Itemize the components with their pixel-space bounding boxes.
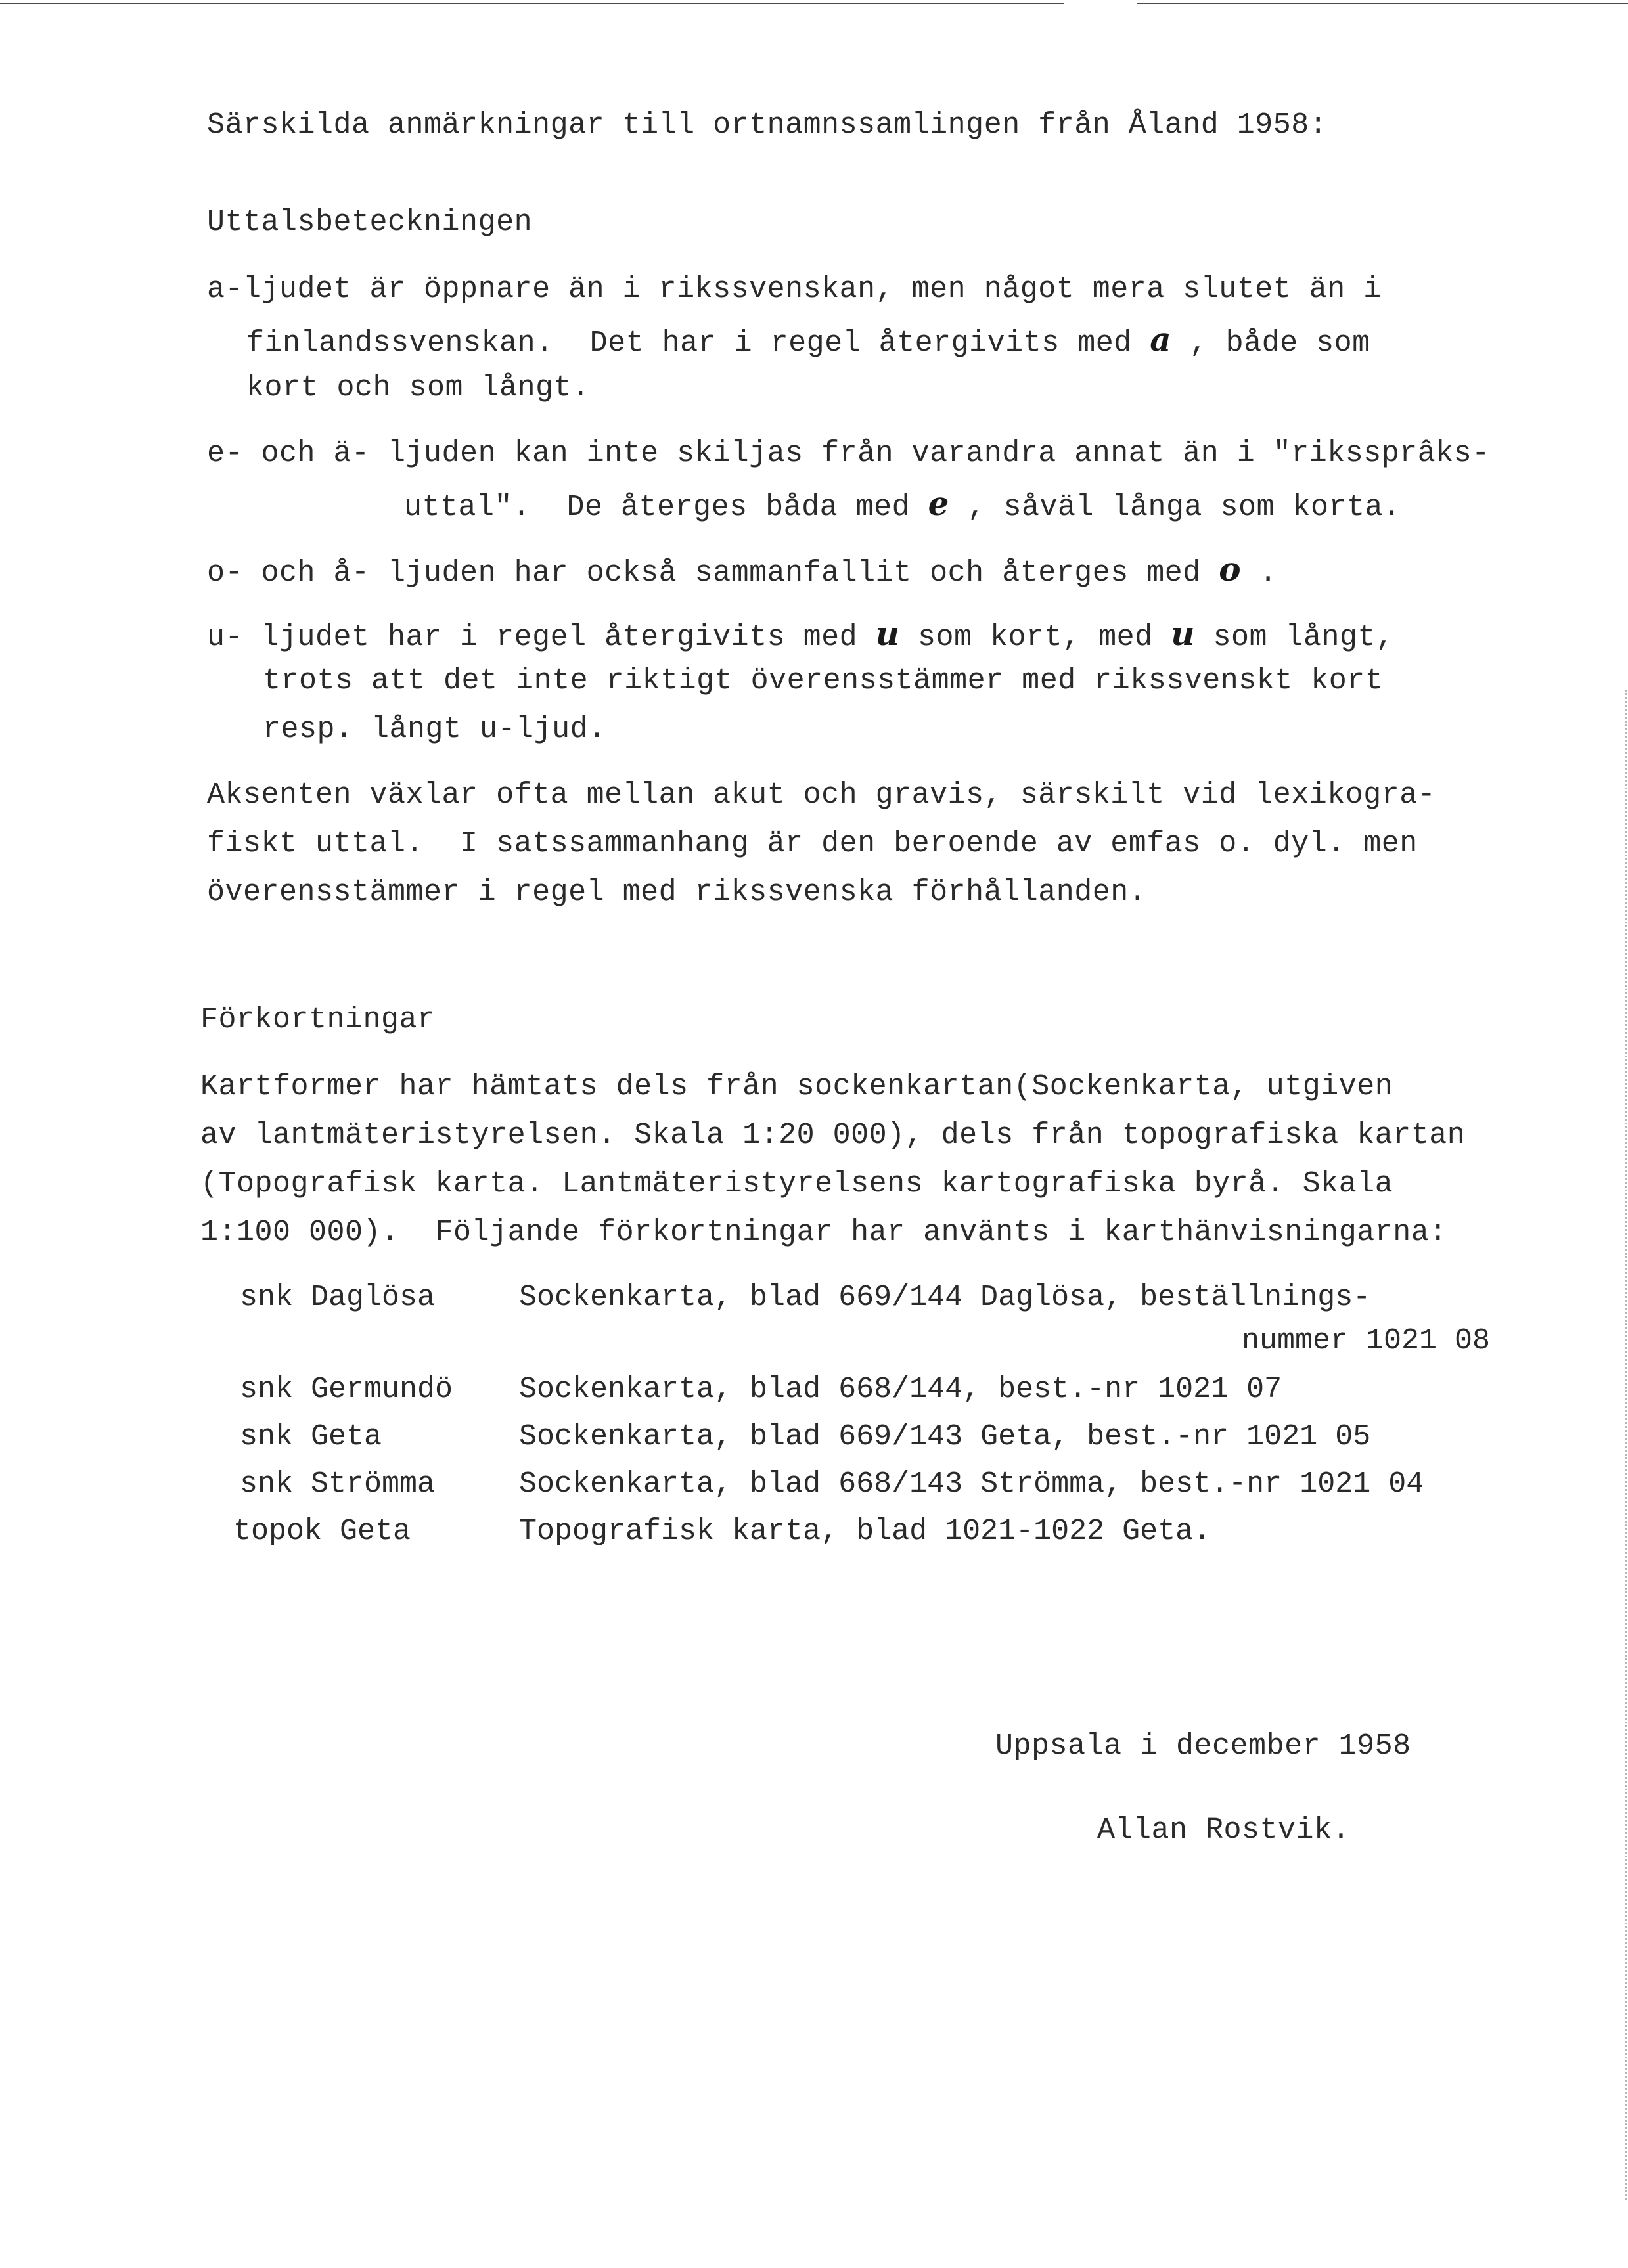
handwritten-a-symbol: a	[1150, 320, 1172, 359]
a-sound-line-2-tail: , både som	[1171, 326, 1370, 360]
handwritten-e-symbol: e	[928, 484, 949, 523]
page-title: Särskilda anmärkningar till ortnamnssamlingen från Åland 1958:	[207, 108, 1328, 142]
o-sound-line-1-text: o- och å- ljuden har också sammanfallit och återges med	[207, 556, 1219, 590]
abbr-intro-line-1: Kartformer har hämtats dels från sockenkartan(Sockenkarta, utgiven	[200, 1070, 1393, 1103]
handwritten-o-symbol: o	[1219, 550, 1242, 589]
abbr-code-geta: snk Geta	[240, 1420, 382, 1454]
u-sound-line-1	[207, 614, 1394, 654]
abbr-desc-germundo: Sockenkarta, blad 668/144, best.-nr 1021 07	[519, 1373, 1282, 1406]
abbr-code-stromma: snk Strömma	[240, 1467, 436, 1501]
a-sound-line-3: kort och som långt.	[246, 371, 590, 405]
e-sound-line-2	[404, 484, 1401, 524]
u-sound-line-1-tail: som långt,	[1194, 621, 1394, 654]
handwritten-u-short-symbol: u	[875, 614, 900, 653]
accent-line-2: fiskt uttal. I satssammanhang är den beroende av emfas o. dyl. men	[207, 827, 1418, 860]
abbr-desc-topok-geta: Topografisk karta, blad 1021-1022 Geta.	[519, 1515, 1211, 1548]
top-rule-left	[0, 3, 1064, 4]
abbr-desc-stromma: Sockenkarta, blad 668/143 Strömma, best.-nr 1021 04	[519, 1467, 1424, 1501]
e-sound-line-2-text: uttal". De återges båda med	[404, 491, 928, 524]
abbr-desc-daglosa: Sockenkarta, blad 669/144 Daglösa, beställnings-	[519, 1281, 1371, 1314]
o-sound-line-1-tail: .	[1241, 556, 1278, 590]
section-heading-pronunciation: Uttalsbeteckningen	[207, 206, 533, 239]
u-sound-line-3: resp. långt u-ljud.	[263, 713, 606, 746]
section-heading-abbreviations: Förkortningar	[200, 1003, 436, 1036]
handwritten-u-long-symbol: u	[1171, 614, 1195, 653]
place-and-date: Uppsala i december 1958	[995, 1729, 1411, 1763]
abbr-intro-line-2: av lantmäteristyrelsen. Skala 1:20 000), dels från topografiska kartan	[200, 1119, 1466, 1152]
a-sound-line-2	[246, 320, 1370, 360]
u-sound-line-2: trots att det inte riktigt överensstämmer med rikssvenskt kort	[263, 664, 1384, 698]
abbr-code-germundo: snk Germundö	[240, 1373, 453, 1406]
a-sound-line-1: a-ljudet är öppnare än i rikssvenskan, men något mera slutet än i	[207, 273, 1382, 306]
e-sound-line-1: e- och ä- ljuden kan inte skiljas från varandra annat än i "rikssprâks-	[207, 437, 1490, 470]
author-name: Allan Rostvik.	[1097, 1813, 1351, 1847]
o-sound-line-1	[207, 550, 1278, 590]
a-sound-line-2-text: finlandssvenskan. Det har i regel återgivits med	[246, 326, 1150, 360]
top-rule-right	[1137, 3, 1628, 4]
abbr-code-topok-geta: topok Geta	[233, 1515, 411, 1548]
abbr-desc-daglosa-cont: nummer 1021 08	[1242, 1324, 1491, 1358]
e-sound-line-2-tail: , såväl långa som korta.	[949, 491, 1401, 524]
abbr-code-daglosa: snk Daglösa	[240, 1281, 436, 1314]
abbr-intro-line-4: 1:100 000). Följande förkortningar har använts i karthänvisningarna:	[200, 1216, 1447, 1249]
abbr-intro-line-3: (Topografisk karta. Lantmäteristyrelsens kartografiska byrå. Skala	[200, 1167, 1393, 1201]
u-sound-line-1-text: u- ljudet har i regel återgivits med	[207, 621, 876, 654]
abbr-desc-geta: Sockenkarta, blad 669/143 Geta, best.-nr 1021 05	[519, 1420, 1371, 1454]
u-sound-line-1-mid: som kort, med	[899, 621, 1171, 654]
accent-line-1: Aksenten växlar ofta mellan akut och gravis, särskilt vid lexikogra-	[207, 778, 1436, 812]
margin-dots	[1623, 690, 1627, 2200]
accent-line-3: överensstämmer i regel med rikssvenska förhållanden.	[207, 876, 1147, 909]
